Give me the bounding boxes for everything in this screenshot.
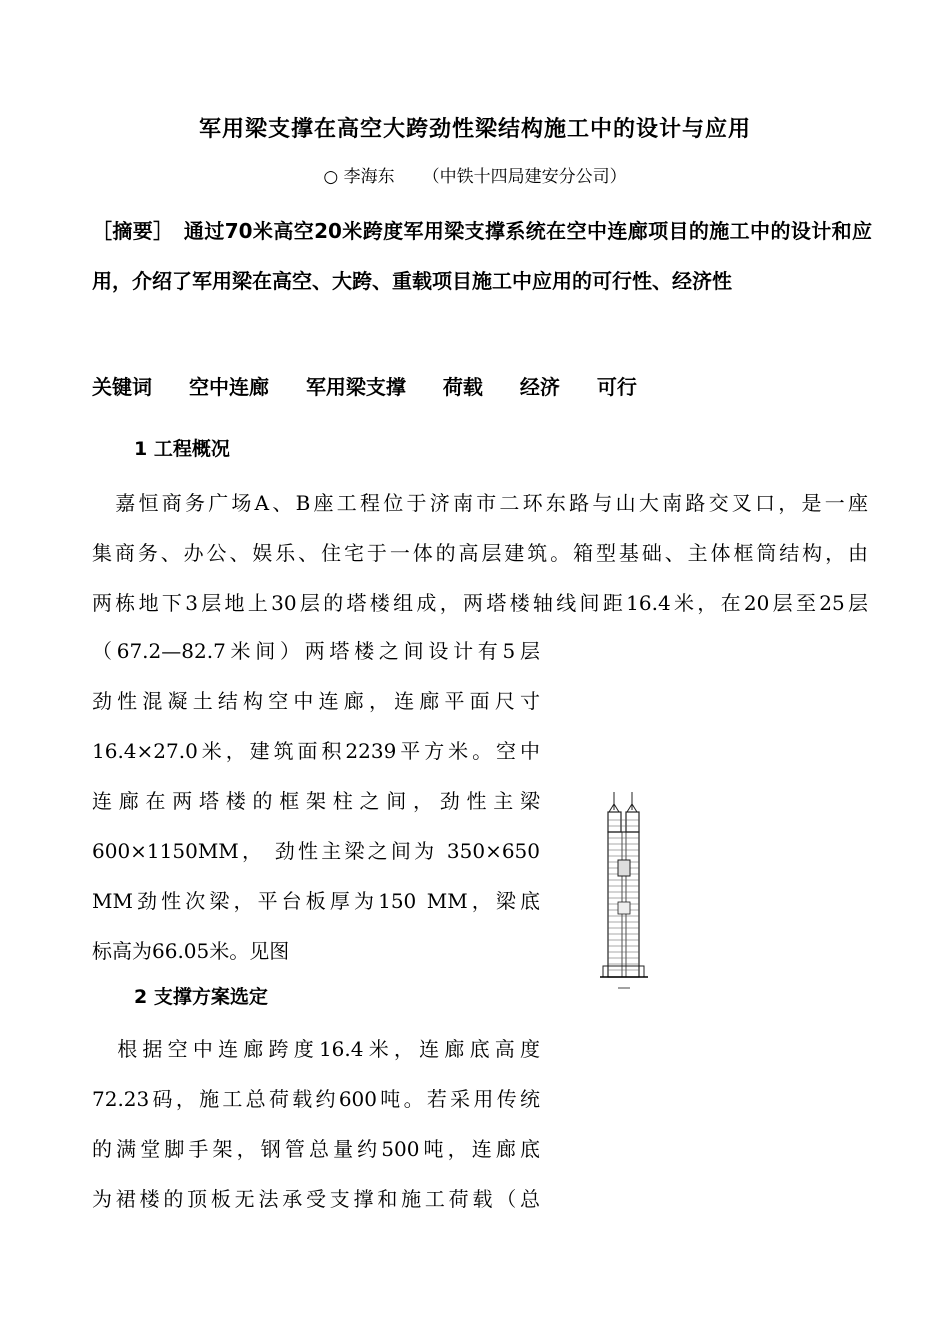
abstract: ［摘要］ 通过70米高空20米跨度军用梁支撑系统在空中连廊项目的施工中的设计和应用，介绍了军用梁在高空、大跨、重载项目施工中应用的可行性、经济性 xyxy=(92,219,872,293)
document-title: 军用梁支撑在高空大跨劲性梁结构施工中的设计与应用 xyxy=(198,116,751,142)
section2-paragraph xyxy=(92,1024,540,1224)
text-line: 嘉恒商务广场A、B座工程位于济南市二环东路与山大南路交叉口，是一座 xyxy=(92,491,868,515)
section-heading-2: 2 支撑方案选定 xyxy=(134,986,268,1008)
keyword: 经济 xyxy=(519,375,560,399)
keyword: 军用梁支撑 xyxy=(305,375,406,399)
text-line: 72.23码，施工总荷载约600吨。若采用传统 xyxy=(92,1087,540,1111)
section-heading-1: 1 工程概况 xyxy=(134,438,230,460)
text-line: 两栋地下3层地上30层的塔楼组成，两塔楼轴线间距16.4米，在20层至25层 xyxy=(92,591,868,615)
keyword: 可行 xyxy=(596,375,637,399)
text-line: 16.4×27.0米，建筑面积2239平方米。空中 xyxy=(92,739,540,763)
text-line: 集商务、办公、娱乐、住宅于一体的高层建筑。箱型基础、主体框筒结构，由 xyxy=(92,541,868,565)
keyword: 荷载 xyxy=(442,375,483,399)
text-line: 根据空中连廊跨度16.4米，连廊底高度 xyxy=(92,1037,540,1061)
text-line: 600×1150MM， 劲性主梁之间为 350×650 xyxy=(92,839,540,863)
author-line xyxy=(0,162,950,187)
section1-paragraph-continued xyxy=(92,626,540,976)
author-organization: （中铁十四局建安分公司） xyxy=(422,167,627,187)
keywords-line xyxy=(92,365,667,409)
author-name: ○ 李海东 xyxy=(323,167,395,187)
text-line: 的满堂脚手架，钢管总量约500吨，连廊底 xyxy=(92,1137,540,1161)
text-line: 劲性混凝土结构空中连廊，连廊平面尺寸 xyxy=(92,689,540,713)
keyword: 空中连廊 xyxy=(188,375,269,399)
tower-elevation-figure xyxy=(600,790,650,995)
text-line: 标高为66.05米。见图 xyxy=(92,939,290,963)
text-line: 连廊在两塔楼的框架柱之间，劲性主梁 xyxy=(92,789,540,813)
text-line: MM劲性次梁，平台板厚为150 MM，梁底 xyxy=(92,889,540,913)
section1-paragraph xyxy=(92,478,868,628)
keywords-label: 关键词 xyxy=(92,375,152,399)
text-line: （67.2—82.7米间）两塔楼之间设计有5层 xyxy=(92,639,540,663)
text-line: 为裙楼的顶板无法承受支撑和施工荷载（总 xyxy=(92,1187,540,1211)
